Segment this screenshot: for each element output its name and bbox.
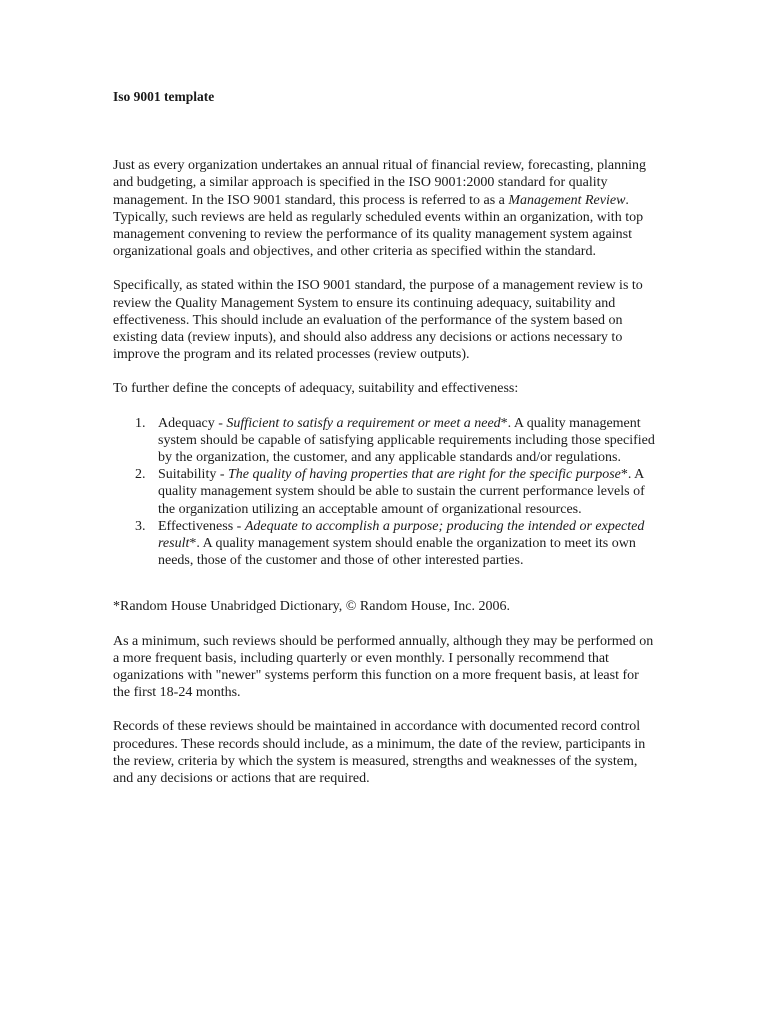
- list-definition: The quality of having properties that are right for the specific purpose: [228, 467, 621, 483]
- list-description: *. A quality management system should be able to sustain the current performance levels of the organization utilizing an acceptable amount of organizational resources.: [158, 467, 645, 517]
- list-item-suitability: [113, 466, 658, 518]
- definitions-list: [113, 415, 658, 570]
- list-number: 3.: [135, 518, 146, 534]
- document-title: Iso 9001 template: [113, 89, 215, 104]
- intro-paragraph: [113, 157, 658, 260]
- list-number: 2.: [135, 467, 146, 483]
- list-item-effectiveness: [113, 518, 658, 570]
- list-description: *. A quality management system should be capable of satisfying applicable requirements including those specified by the organization, the customer, and any applicable standards and/or regulations.: [158, 415, 655, 466]
- list-definition: Adequate to accomplish a purpose; producing the intended or expected result: [158, 518, 645, 552]
- list-term: Suitability -: [158, 467, 228, 483]
- document-page: [113, 88, 658, 804]
- list-item-adequacy: [113, 415, 658, 467]
- frequency-paragraph: As a minimum, such reviews should be performed annually, although they may be performed on a more frequent basis, including quarterly or even monthly. I personally recommend that oganizations with "newer" systems perform this function on a more frequent basis, at least for the first 18-24 months.: [113, 633, 654, 701]
- list-number: 1.: [135, 415, 146, 431]
- intro-paragraph-text-start: Just as every organization undertakes an annual ritual of financial review, forecasting, planning and budgeting, a similar approach is specified in the ISO 9001:2000 standard for quality management. In the ISO 9001 standard, this process is referred to as a: [113, 158, 646, 208]
- records-paragraph: Records of these reviews should be maintained in accordance with documented record control procedures. These records should include, as a minimum, the date of the review, participants in the review, criteria by which the system is measured, strengths and weaknesses of the system, and any decisions or actions that are required.: [113, 719, 646, 787]
- list-definition: Sufficient to satisfy a requirement or meet a need: [226, 415, 501, 431]
- dictionary-footnote: *Random House Unabridged Dictionary, © Random House, Inc. 2006.: [113, 599, 510, 615]
- list-term: Adequacy -: [158, 415, 227, 431]
- intro-paragraph-text-end: . Typically, such reviews are held as regularly scheduled events within an organization, with top management convening to review the performance of its quality management system against organizational goals and objectives, and other criteria as specified within the standard.: [113, 192, 644, 260]
- list-term: Effectiveness -: [158, 518, 245, 534]
- list-description: *. A quality management system should enable the organization to meet its own needs, those of the customer and those of other interested parties.: [158, 536, 636, 569]
- definitions-intro: To further define the concepts of adequacy, suitability and effectiveness:: [113, 381, 519, 397]
- management-review-term: Management Review: [508, 192, 626, 208]
- purpose-paragraph: Specifically, as stated within the ISO 9001 standard, the purpose of a management review is to review the Quality Management System to ensure its continuing adequacy, suitability and effectiveness. This should include an evaluation of the performance of the system based on existing data (review inputs), and should also address any decisions or actions necessary to improve the program and its related processes (review outputs).: [113, 278, 643, 363]
